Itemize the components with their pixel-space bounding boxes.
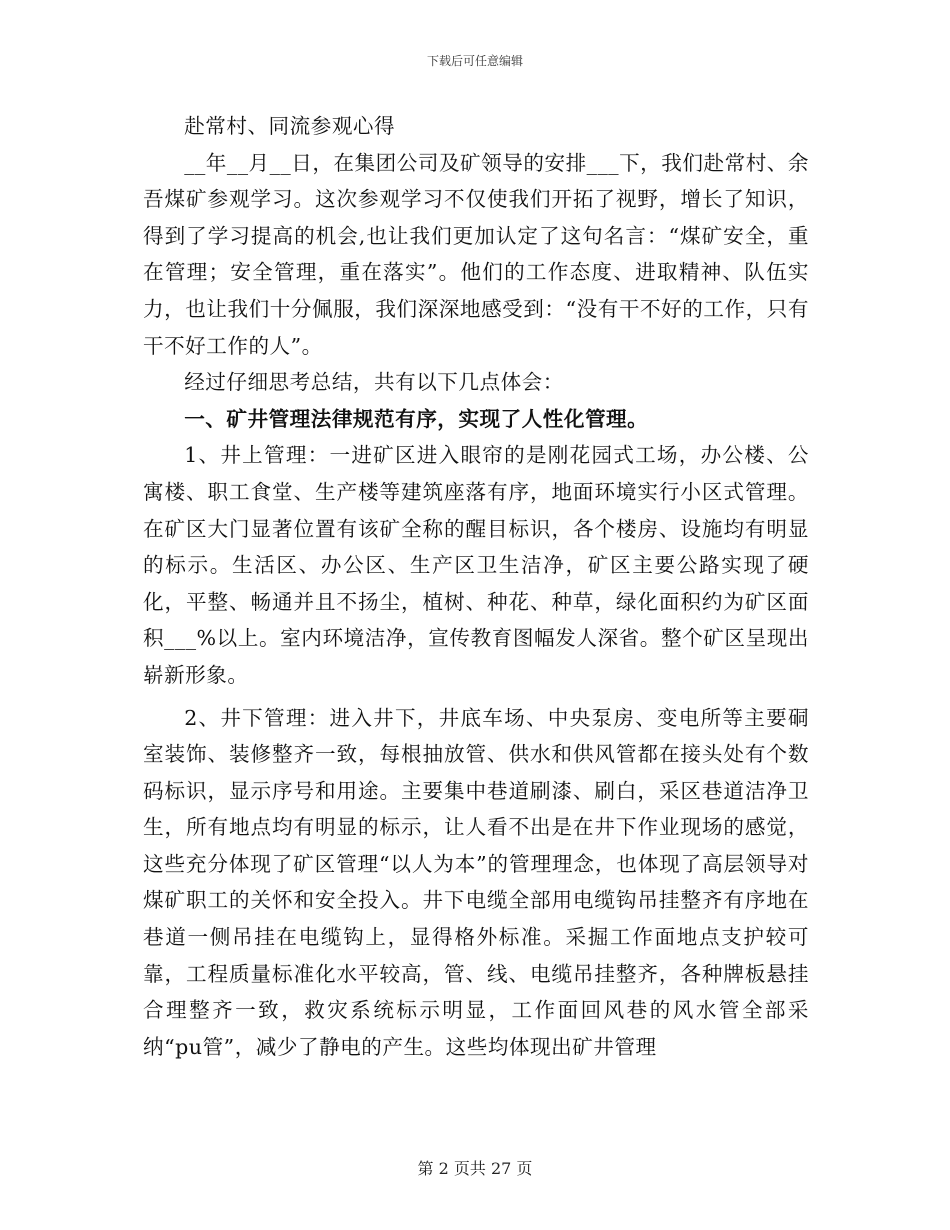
header-text: 下载后可任意编辑 [426,54,523,68]
paragraph-surface-management: 1、井上管理：一进矿区进入眼帘的是刚花园式工场，办公楼、公寓楼、职工食堂、生产楼等建筑座落有序，地面环境实行小区式管理。在矿区大门显著位置有该矿全称的醒目标识，各个楼房、设施均有明显的标示。生活区、办公区、生产区卫生洁净，矿区主要公路实现了硬化，平整、畅通并且不扬尘，植树、种花、种草，绿化面积约为矿区面积___%以上。室内环境洁净，宣传教育图幅发人深省。整个矿区呈现出崭新形象。 [143,443,809,687]
paragraph-intro: __年__月__日，在集团公司及矿领导的安排___下，我们赴常村、余吾煤矿参观学习。这次参观学习不仅使我们开拓了视野，增长了知识，得到了学习提高的机会,也让我们更加认定了这句名言：“煤矿安全，重在管理；安全管理，重在落实”。他们的工作态度、进取精神、队伍实力，也让我们十分佩服，我们深深地感受到：“没有干不好的工作，只有干不好工作的人”。 [143,150,809,358]
paragraph-summary-lead: 经过仔细思考总结，共有以下几点体会： [184,370,564,395]
paragraph-underground-management: 2、井下管理：进入井下，井底车场、中央泵房、变电所等主要硐室装饰、装修整齐一致，每根抽放管、供水和供风管都在接头处有个数码标识，显示序号和用途。主要集中巷道刷漆、刷白，采区巷道洁净卫生，所有地点均有明显的标示，让人看不出是在井下作业现场的感觉，这些充分体现了矿区管理“以人为本”的管理理念，也体现了高层领导对煤矿职工的关怀和安全投入。井下电缆全部用电缆钩吊挂整齐有序地在巷道一侧吊挂在电缆钩上，显得格外标准。采掘工作面地点支护较可靠，工程质量标准化水平较高，管、线、电缆吊挂整齐，各种牌板悬挂合理整齐一致，救灾系统标示明显，工作面回风巷的风水管全部采纳“pu管”，减少了静电的产生。这些均体现出矿井管理 [143,705,809,1059]
section-heading-1: 一、矿井管理法律规范有序，实现了人性化管理。 [184,406,649,431]
page-number: 第 2 页共 27 页 [417,1159,533,1178]
page-footer [0,1156,950,1179]
document-title: 赴常村、同流参观心得 [184,114,396,138]
document-body [143,108,809,1065]
page-header [0,52,950,69]
